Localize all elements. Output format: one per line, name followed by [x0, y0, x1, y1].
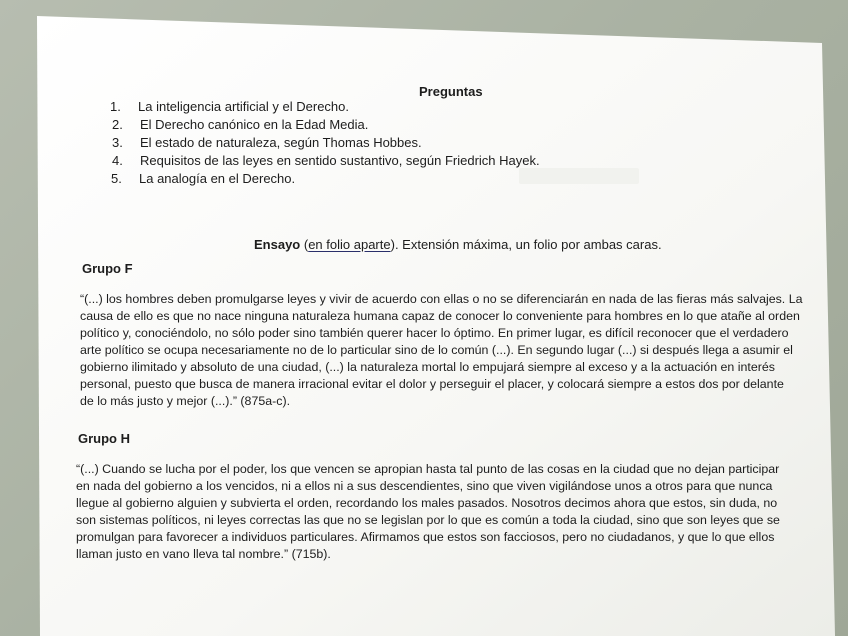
paragraph-line: llaman justo en vano lleva tal nombre.” (715b).: [76, 547, 331, 561]
question-text: El estado de naturaleza, según Thomas Hobbes.: [140, 135, 422, 150]
question-text: El Derecho canónico en la Edad Media.: [140, 117, 369, 132]
group-f-heading: Grupo F: [82, 261, 133, 276]
paragraph-line: de lo más justo y mejor (...).” (875a-c).: [80, 394, 291, 408]
essay-underlined: en folio aparte: [308, 237, 391, 252]
essay-rest: ). Extensión máxima, un folio por ambas caras.: [390, 237, 662, 252]
paragraph-line: “(...) los hombres deben promulgarse leyes y vivir de acuerdo con ellas o no se diferenciarán en nada de las fieras más salvajes. La: [80, 292, 803, 306]
question-number: 5.: [111, 171, 122, 186]
page-title: Preguntas: [419, 84, 483, 99]
paragraph-line: llegue al gobierno alguien y subvierta el orden, recordando los males pasados. Nosotros decimos ahora que estos, sin duda, no: [76, 496, 778, 510]
paragraph-line: causa de ello es que no nace ninguna naturaleza humana capaz de conocer lo conveniente para hombres en lo que atañe al orden: [80, 309, 800, 323]
essay-label: Ensayo: [254, 237, 301, 252]
question-number: 3.: [112, 135, 123, 150]
redaction-block: [519, 168, 639, 184]
paragraph-line: arte político se ocupa necesariamente no de lo particular sino de lo común (...). En segundo lugar (...) si después llega a asumir el: [80, 343, 793, 357]
group-h-heading: Grupo H: [78, 431, 130, 446]
question-text: Requisitos de las leyes en sentido sustantivo, según Friedrich Hayek.: [140, 153, 540, 168]
paragraph-line: son sistemas políticos, ni leyes correctas las que no se legislan por lo que es común a toda la ciudad, sino que son leyes que se: [76, 513, 780, 527]
paragraph-line: en nada del gobierno a los vencidos, ni a ellos ni a sus descendientes, sino que viven vigilándose unos a otros para que nunca: [76, 479, 773, 493]
essay-paren: (: [300, 237, 309, 252]
group-h-paragraph: [76, 461, 784, 563]
question-number: 4.: [112, 153, 123, 168]
paragraph-line: gobierno ilimitado y absoluto de una ciudad, (...) la naturaleza mortal lo empujará siempre al exceso y a la actuación en interés: [80, 360, 775, 374]
paragraph-line: promulgan para favorecer a individuos particulares. Afirmamos que estos son facciosos, pero no ciudadanos, y que lo que ellos: [76, 530, 775, 544]
paragraph-line: personal, puesto que busca de manera irracional evitar el dolor y perseguir el placer, y colocará siempre a estos dos por delante: [80, 377, 784, 391]
paragraph-line: político y, conociéndolo, no sólo poder sino también querer hacer lo óptimo. En primer lugar, es difícil reconocer que el verdadero: [80, 326, 789, 340]
paragraph-line: “(...) Cuando se lucha por el poder, los que vencen se apropian hasta tal punto de las cosas en la ciudad que no dejan participar: [76, 462, 780, 476]
question-text: La inteligencia artificial y el Derecho.: [138, 99, 349, 114]
essay-instruction: [254, 237, 662, 252]
group-f-paragraph: [80, 291, 803, 410]
question-text: La analogía en el Derecho.: [139, 171, 296, 186]
question-number: 1.: [110, 99, 121, 114]
question-number: 2.: [112, 117, 123, 132]
